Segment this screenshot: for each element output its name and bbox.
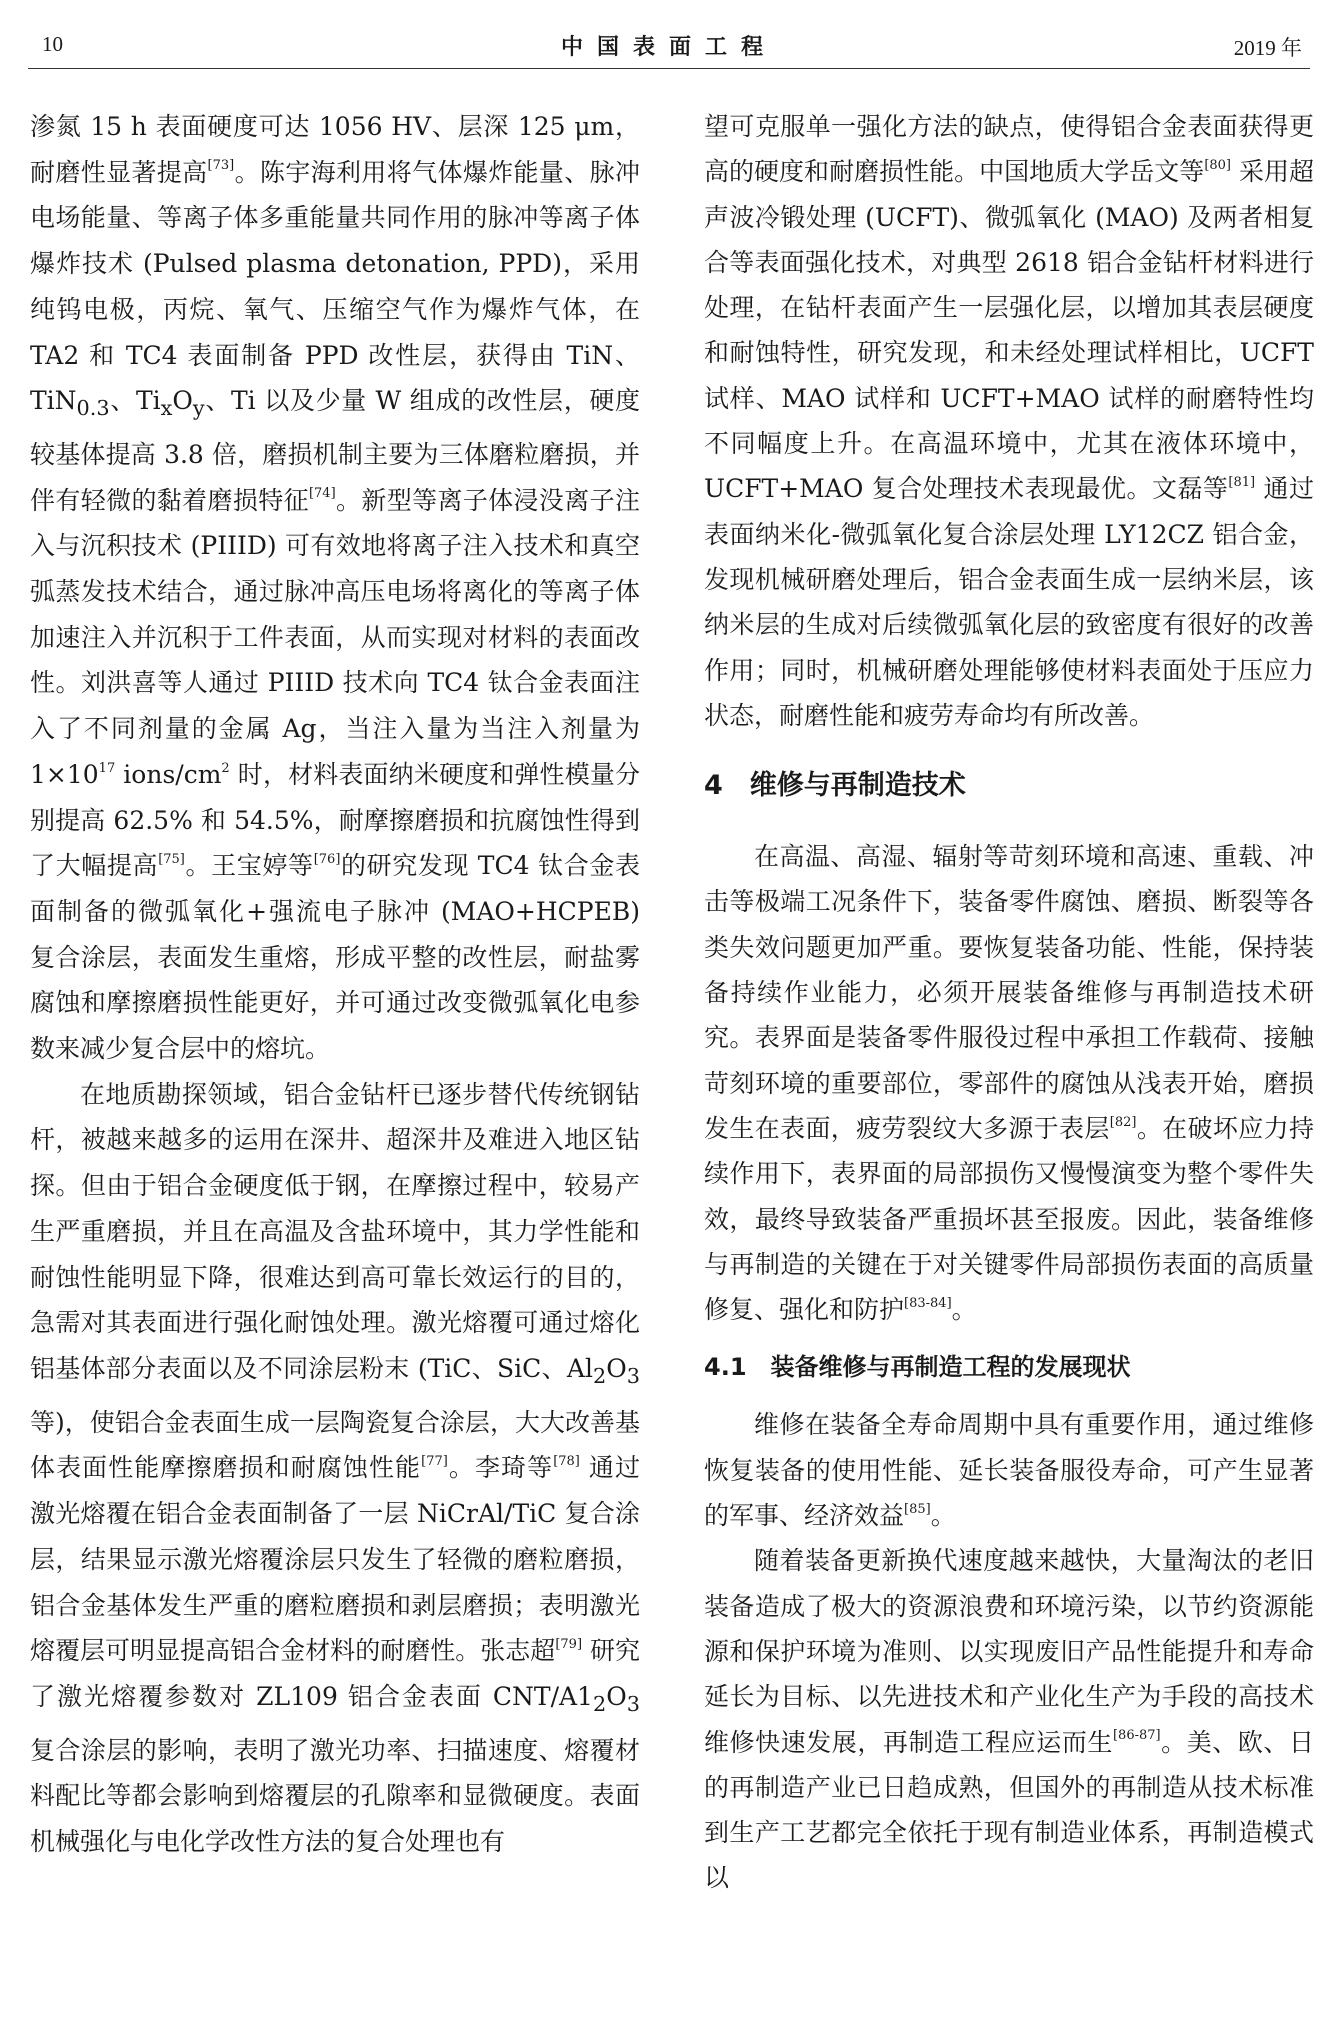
citation-ref: [80] (1204, 157, 1231, 173)
text-run: 的研究发现 TC4 钛合金表面制备的微弧氧化+强流电子脉冲 (MAO+HCPEB) 复合涂层，表面发生重熔，形成平整的改性层，耐盐雾腐蚀和摩擦磨损性能更好，并可通过改变微弧氧化电参数来减少复合层中的熔坑。 (30, 851, 640, 1064)
citation-ref: [79] (555, 1636, 583, 1652)
citation-ref: [76] (313, 851, 341, 867)
paragraph (30, 1072, 640, 1865)
citation-ref: 2 (221, 760, 230, 776)
citation-ref: [77] (421, 1454, 448, 1470)
text-run: 在高温、高湿、辐射等苛刻环境和高速、重载、冲击等极端工况条件下，装备零件腐蚀、磨损、断裂等各类失效问题更加严重。要恢复装备功能、性能，保持装备持续作业能力，必须开展装备维修与再制造技术研究。表界面是装备零件服役过程中承担工作载荷、接触苛刻环境的重要部位，零部件的腐蚀从浅表开始，磨损发生在表面，疲劳裂纹大多源于表层 (704, 842, 1314, 1143)
subscript: x (160, 396, 173, 421)
citation-ref: [78] (553, 1454, 580, 1470)
text-run: 随着装备更新换代速度越来越快，大量淘汰的老旧装备造成了极大的资源浪费和环境污染，以节约资源能源和保护环境为准则、以实现废旧产品性能提升和寿命延长为目标、以先进技术和产业化生产为手段的高技术维修快速发展，再制造工程应运而生 (704, 1546, 1314, 1757)
subscript: 2 (592, 1363, 607, 1388)
citation-ref: [82] (1109, 1114, 1137, 1130)
text-run: 。 (951, 1295, 977, 1325)
citation-ref: [85] (904, 1501, 931, 1517)
citation-ref: [75] (158, 851, 185, 867)
text-run: 等)，使铝合金表面生成一层陶瓷复合涂层，大大改善基体表面性能摩擦磨损和耐腐蚀性能 (30, 1407, 640, 1483)
text-run: 望可克服单一强化方法的缺点，使得铝合金表面获得更高的硬度和耐磨损性能。中国地质大学岳文等 (704, 112, 1314, 187)
journal-title: 中国表面工程 (560, 35, 777, 60)
text-run: 、Ti (109, 386, 161, 416)
paragraph (704, 104, 1314, 738)
citation-ref: 17 (98, 760, 116, 776)
paragraph (704, 834, 1314, 1332)
text-run: 。美、欧、日的再制造产业已日趋成熟，但国外的再制造从技术标准到生产工艺都完全依托于现有制造业体系，再制造模式以 (704, 1727, 1314, 1893)
citation-ref: [73] (207, 158, 235, 174)
page-number: 10 (42, 32, 63, 56)
citation-ref: [81] (1228, 475, 1256, 491)
running-header (28, 28, 1310, 69)
text-run: 。新型等离子体浸没离子注入与沉积技术 (PIIID) 可有效地将离子注入技术和真空弧蒸发技术结合，通过脉冲高压电场将离化的等离子体加速注入并沉积于工件表面，从而实现对材料的表面改性。刘洪喜等人通过 PIIID 技术向 TC4 钛合金表面注入了不同剂量的金属 Ag，当注入量为当注入剂量为 1×10 (30, 485, 640, 789)
paragraph (30, 104, 640, 1072)
text-run: 通过表面纳米化-微弧氧化复合涂层处理 LY12CZ 铝合金，发现机械研磨处理后，铝合金表面生成一层纳米层，该纳米层的生成对后续微弧氧化层的致密度有很好的改善作用；同时，机械研磨处理能够使材料表面处于压应力状态，耐磨性能和疲劳寿命均有所改善。 (704, 474, 1314, 730)
text-run: 。陈宇海利用将气体爆炸能量、脉冲电场能量、等离子体多重能量共同作用的脉冲等离子体爆炸技术 (Pulsed plasma detonation, PPD)，采用纯钨电极，丙烷、氧气、压缩空气作为爆炸气体，在 TA2 和 TC4 表面制备 PPD 改性层，获得由 TiN、TiN (30, 157, 640, 416)
text-run: 。李琦等 (447, 1453, 554, 1483)
text-run: O (606, 1353, 627, 1383)
subscript: 0.3 (76, 396, 110, 421)
citation-ref: [83-84] (904, 1295, 952, 1311)
text-run: 维修在装备全寿命周期中具有重要作用，通过维修恢复装备的使用性能、延长装备服役寿命，可产生显著的军事、经济效益 (704, 1410, 1314, 1531)
right-column (704, 104, 1314, 1901)
text-run: 时，材料表面纳米硬度和弹性模量分别提高 62.5% 和 54.5%，耐摩擦磨损和抗腐蚀性得到了大幅提高 (30, 759, 640, 881)
paragraph (704, 1538, 1314, 1900)
text-run: 。在破坏应力持续作用下，表界面的局部损伤又慢慢演变为整个零件失效，最终导致装备严重损坏甚至报废。因此，装备维修与再制造的关键在于对关键零件局部损伤表面的高质量修复、强化和防护 (704, 1113, 1314, 1325)
text-run: 采用超声波冷锻处理 (UCFT)、微弧氧化 (MAO) 及两者相复合等表面强化技术，对典型 2618 铝合金钻杆材料进行处理，在钻杆表面产生一层强化层，以增加其表层硬度和耐蚀特性，研究发现，和未经处理试样相比，UCFT 试样、MAO 试样和 UCFT+MAO 试样的耐磨特性均不同幅度上升。在高温环境中，尤其在液体环境中，UCFT+MAO 复合处理技术表现最优。文磊等 (704, 157, 1314, 504)
section-heading: 4 维修与再制造技术 (704, 770, 966, 802)
text-run: O (606, 1681, 627, 1711)
issue-year: 2019 年 (1233, 36, 1302, 60)
text-run: O (172, 386, 193, 416)
text-run: 复合涂层的影响，表明了激光功率、扫描速度、熔覆材料配比等都会影响到熔覆层的孔隙率和显微硬度。表面机械强化与电化学改性方法的复合处理也有 (30, 1735, 640, 1857)
paragraph (704, 1402, 1314, 1538)
text-run: 。 (930, 1501, 956, 1531)
text-run: 、Ti 以及少量 W 组成的改性层，硬度较基体提高 3.8 倍，磨损机制主要为三体磨粒磨损，并伴有轻微的黏着磨损特征 (30, 386, 640, 515)
text-run: 在地质勘探领域，铝合金钻杆已逐步替代传统钢钻杆，被越来越多的运用在深井、超深井及难进入地区钻探。但由于铝合金硬度低于钢，在摩擦过程中，较易产生严重磨损，并且在高温及含盐环境中，其力学性能和耐蚀性能明显下降，很难达到高可靠长效运行的目的，急需对其表面进行强化耐蚀处理。激光熔覆可通过熔化铝基体部分表面以及不同涂层粉末 (TiC、SiC、Al (30, 1079, 640, 1383)
subscript: 3 (626, 1691, 640, 1716)
subscript: y (192, 396, 205, 421)
citation-ref: [74] (308, 486, 336, 502)
subscript: 2 (592, 1691, 607, 1716)
left-column (30, 104, 640, 1865)
text-run: ions/cm (115, 759, 222, 789)
text-run: 研究了激光熔覆参数对 ZL109 铝合金表面 CNT/A1 (30, 1636, 640, 1711)
citation-ref: [86-87] (1112, 1728, 1161, 1744)
subsection-heading: 4.1 装备维修与再制造工程的发展现状 (704, 1353, 1131, 1382)
subscript: 3 (626, 1363, 640, 1388)
text-run: 通过激光熔覆在铝合金表面制备了一层 NiCrAl/TiC 复合涂层，结果显示激光熔覆涂层只发生了轻微的磨粒磨损，铝合金基体发生严重的磨粒磨损和剥层磨损；表明激光熔覆层可明显提高铝合金材料的耐磨性。张志超 (30, 1453, 640, 1666)
text-run: 。王宝婷等 (184, 851, 314, 881)
text-run: 渗氮 15 h 表面硬度可达 1056 HV、层深 125 μm，耐磨性显著提高 (30, 112, 640, 187)
